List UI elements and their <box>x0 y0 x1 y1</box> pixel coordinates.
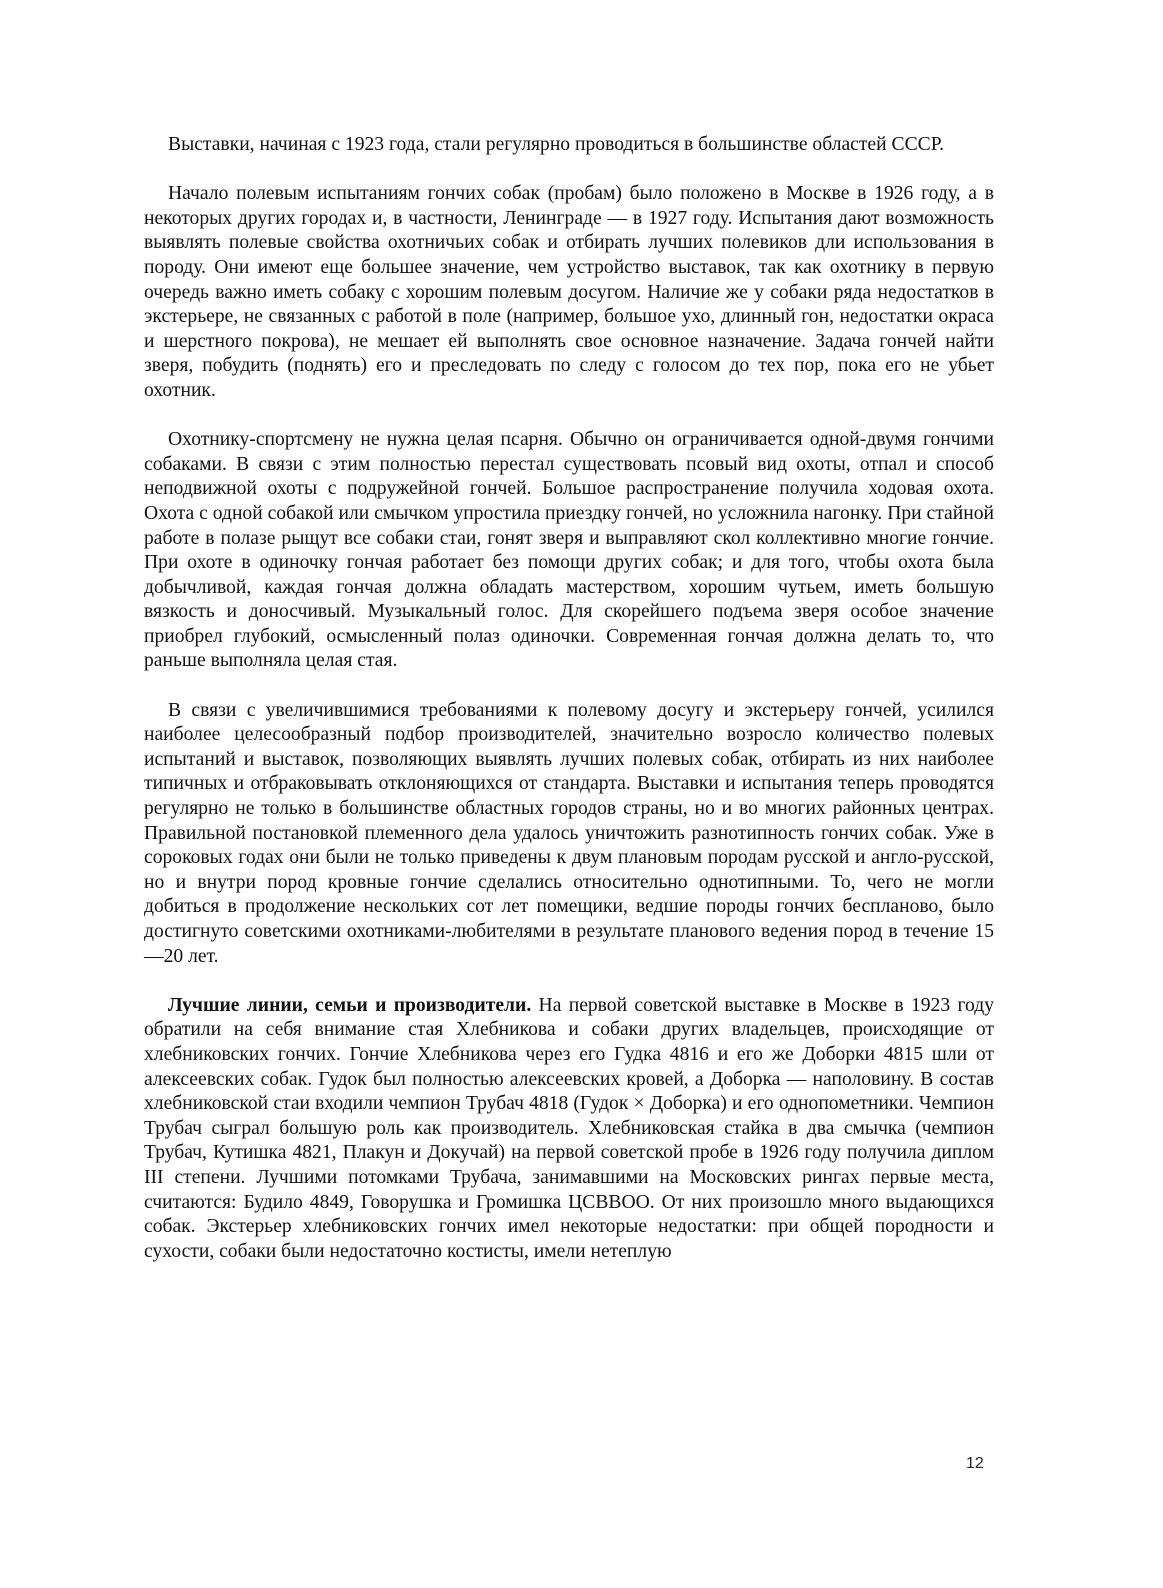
section-text: На первой советской выставке в Москве в 1923 году обратили на себя внимание стая Хлебникова и собаки других владельцев, происходящие от хлебниковских гончих. Гончие Хлебникова через его Гудка 4816 и его же Доборки 4815 шли от алексеевских собак. Гудок был полностью алексеевских кровей, а Доборка — наполовину. В состав хлебниковской стаи входили чемпион Трубач 4818 (Гудок × Доборка) и его однопометники. Чемпион Трубач сыграл большую роль как производитель. Хлебниковская стайка в два смычка (чемпион Трубач, Кутишка 4821, Плакун и Докучай) на первой советской пробе в 1926 году получила диплом III степени. Лучшими потомками Трубача, занимавшими на Московских рингах первые места, считаются: Будило 4849, Говорушка и Громишка ЦСВВОО. От них произошло много выдающихся собак. Экстерьер хлебниковских гончих имел некоторые недостатки: при общей породности и сухости, собаки были недостаточно костисты, имели нетеплую <box>144 994 994 1262</box>
paragraph-breeding-requirements: В связи с увеличившимися требованиями к полевому досугу и экстерьеру гончей, усилился наиболее целесообразный подбор производителей, значительно возросло количество полевых испытаний и выставок, позволяющих выявлять лучших полевых собак, отбирать из них наиболее типичных и отбраковывать отклоняющихся от стандарта. Выставки и испытания теперь проводятся регулярно не только в большинстве областных городов страны, но и во многих районных центрах. Правильной постановкой племенного дела удалось уничтожить разнотипность гончих собак. Уже в сороковых годах они были не только приведены к двум плановым породам русской и англо-русской, но и внутри пород кровные гончие сделались относительно однотипными. То, чего не могли добиться в продолжение нескольких сот лет помещики, ведшие породы гончих беспланово, было достигнуто советскими охотниками-любителями в результате планового ведения пород в течение 15—20 лет. <box>144 699 994 967</box>
section-heading: Лучшие линии, семьи и производители. <box>168 994 532 1016</box>
paragraph-sport-hunter: Охотнику-спортсмену не нужна целая псарня. Обычно он ограничивается одной-двумя гончими собаками. В связи с этим полностью перестал существовать псовый вид охоты, отпал и способ неподвижной охоты с подружейной гончей. Большое распространение получила ходовая охота. Охота с одной собакой или смычком упростила приездку гончей, но усложнила нагонку. При стайной работе в полазе рыщут все собаки стаи, гонят зверя и выправляют скол коллективно многие гончие. При охоте в одиночку гончая работает без помощи других собак; и для того, чтобы охота была добычливой, каждая гончая должна обладать мастерством, хорошим чутьем, иметь большую вязкость и доносчивый. Музыкальный голос. Для скорейшего подъема зверя особое значение приобрел глубокий, осмысленный полаз одиночки. Современная гончая должна делать то, что раньше выполняла целая стая. <box>144 429 994 672</box>
paragraph-field-trials: Начало полевым испытаниям гончих собак (пробам) было положено в Москве в 1926 году, а в некоторых других городах и, в частности, Ленинграде — в 1927 году. Испытания дают возможность выявлять полевые свойства охотничьих собак и отбирать лучших полевиков дли использования в породу. Они имеют еще большее значение, чем устройство выставок, так как охотнику в первую очередь важно иметь собаку с хорошим полевым досугом. Наличие же у собаки ряда недостатков в экстерьере, не связанных с работой в поле (например, большое ухо, длинный гон, недостатки окраса и шерстного покрова), не мешает ей выполнять свое основное назначение. Задача гончей найти зверя, побудить (поднять) его и преследовать по следу с голосом до тех пор, пока его не убьет охотник. <box>144 183 994 401</box>
paragraph-best-lines <box>144 994 994 1265</box>
page-body <box>144 133 994 1289</box>
page-number: 12 <box>966 1455 984 1472</box>
paragraph-exhibitions: Выставки, начиная с 1923 года, стали регулярно проводиться в большинстве областей СССР. <box>168 134 945 155</box>
